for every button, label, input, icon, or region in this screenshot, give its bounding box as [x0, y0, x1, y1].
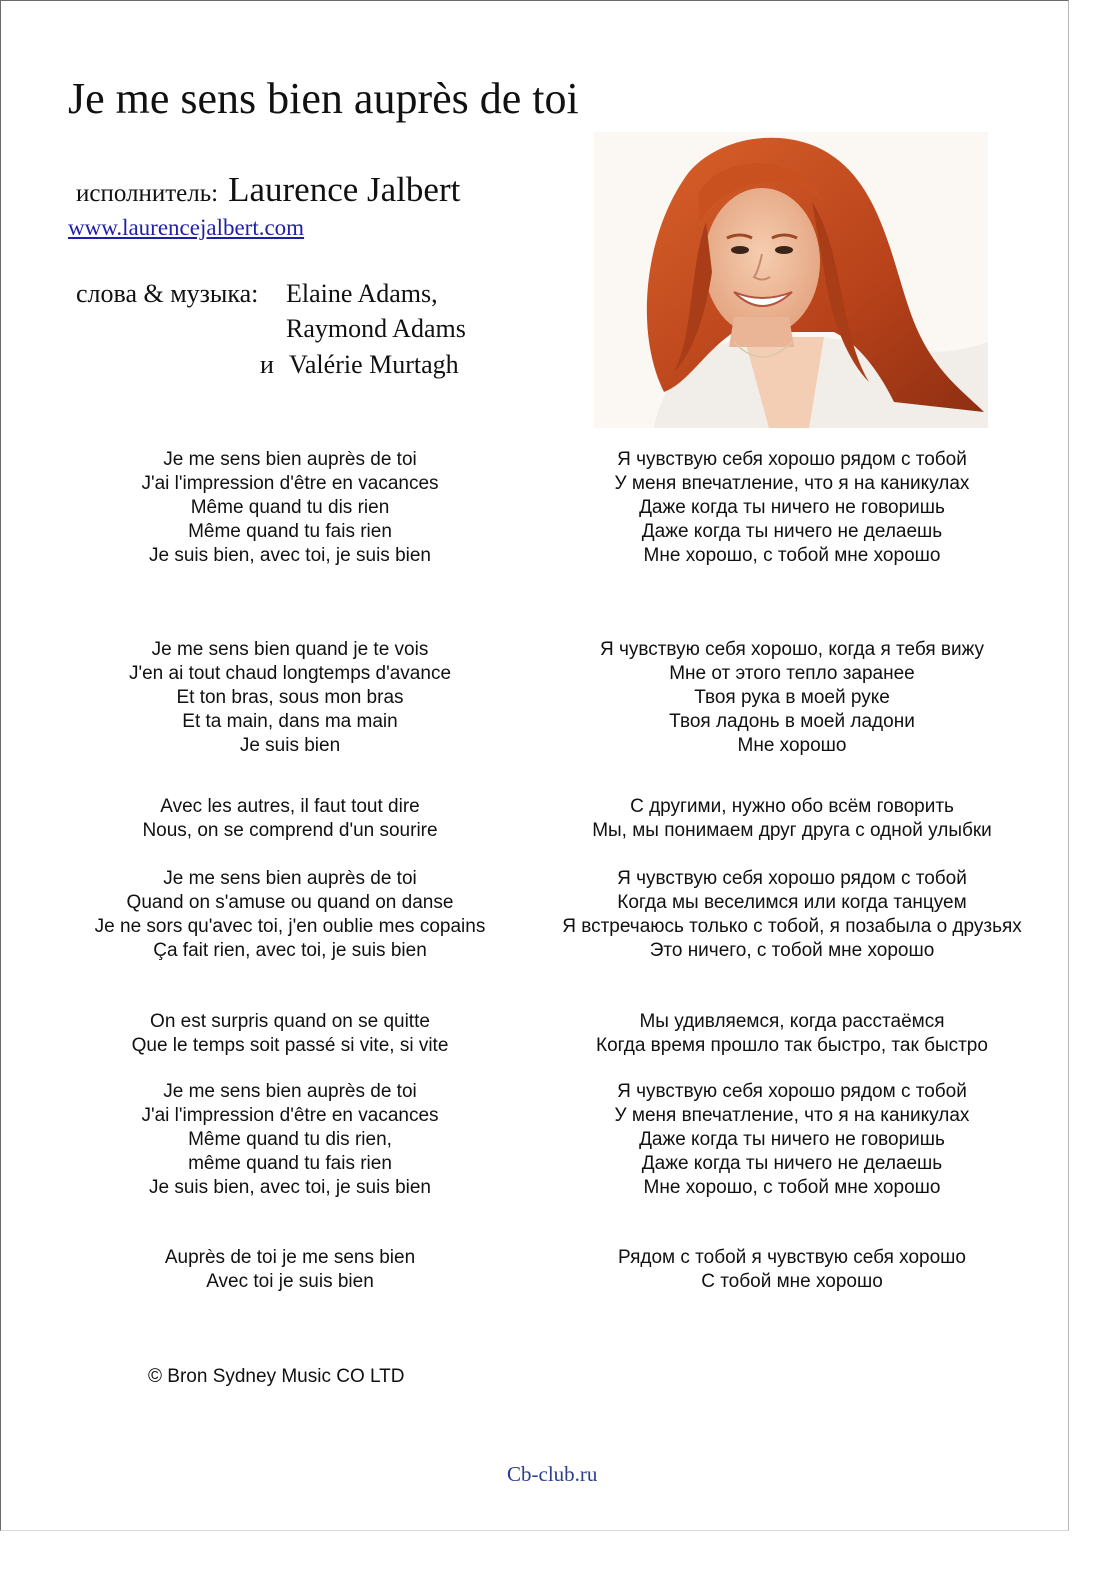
lyric-line: Даже когда ты ничего не делаешь: [641, 1153, 943, 1174]
lyric-line: Ça fait rien, avec toi, je suis bien: [153, 940, 427, 961]
artist-portrait-illustration: [594, 132, 988, 428]
copyright-notice: © Bron Sydney Music CO LTD: [148, 1366, 405, 1387]
stanza-2-russian: [522, 638, 1062, 758]
author-2: Raymond Adams: [286, 314, 466, 343]
stanza-4-russian: [522, 867, 1062, 963]
stanza-5-russian: [522, 1010, 1062, 1058]
stanza-3-russian: [522, 795, 1062, 843]
lyric-line: Auprès de toi je me sens bien: [164, 1247, 416, 1268]
lyric-line: Даже когда ты ничего не говоришь: [639, 1129, 945, 1150]
stanza-1-french: [70, 448, 510, 568]
lyric-line: Твоя ладонь в моей ладони: [669, 711, 915, 732]
lyric-line: Даже когда ты ничего не делаешь: [641, 521, 943, 542]
credits-label: слова & музыка:: [76, 279, 259, 308]
lyric-line: Мы удивляемся, когда расстаёмся: [639, 1011, 945, 1032]
lyric-line: Avec toi je suis bien: [206, 1271, 374, 1292]
lyric-line: J'ai l'impression d'être en vacances: [141, 1105, 439, 1126]
lyric-line: Мы, мы понимаем друг друга с одной улыбки: [592, 820, 992, 841]
lyric-line: Et ton bras, sous mon bras: [176, 687, 404, 708]
lyric-line: Je suis bien, avec toi, je suis bien: [149, 1177, 431, 1198]
lyric-line: Я чувствую себя хорошо, когда я тебя вижу: [599, 639, 985, 660]
lyric-line: У меня впечатление, что я на каникулах: [614, 473, 970, 494]
page-title: Je me sens bien auprès de toi: [68, 74, 579, 123]
lyric-line: Je me sens bien auprès de toi: [163, 449, 417, 470]
performer-label: исполнитель:: [76, 180, 219, 207]
lyric-line: С тобой мне хорошо: [701, 1271, 883, 1292]
lyric-line: Мне хорошо: [737, 735, 847, 756]
stanza-4-french: [70, 867, 510, 963]
lyric-line: Мне хорошо, с тобой мне хорошо: [643, 545, 941, 566]
lyric-line: Когда мы веселимся или когда танцуем: [617, 892, 967, 913]
lyric-line: Я чувствую себя хорошо рядом с тобой: [617, 1081, 967, 1102]
lyric-line: Твоя рука в моей руке: [694, 687, 890, 708]
stanza-7-french: [70, 1246, 510, 1294]
lyric-line: Je suis bien, avec toi, je suis bien: [149, 545, 431, 566]
lyric-line: Je ne sors qu'avec toi, j'en oublie mes copains: [94, 916, 486, 937]
stanza-7-russian: [522, 1246, 1062, 1294]
lyric-line: On est surpris quand on se quitte: [150, 1011, 430, 1032]
lyric-line: Et ta main, dans ma main: [182, 711, 398, 732]
lyric-line: Это ничего, с тобой мне хорошо: [649, 940, 935, 961]
stanza-3-french: [70, 795, 510, 843]
lyric-line: У меня впечатление, что я на каникулах: [614, 1105, 970, 1126]
stanza-2-french: [70, 638, 510, 758]
lyric-line: Quand on s'amuse ou quand on danse: [126, 892, 454, 913]
lyric-line: Je suis bien: [239, 735, 341, 756]
lyric-line: J'en ai tout chaud longtemps d'avance: [128, 663, 452, 684]
lyric-line: Даже когда ты ничего не говоришь: [639, 497, 945, 518]
lyric-line: С другими, нужно обо всём говорить: [630, 796, 954, 817]
website-link[interactable]: www.laurencejalbert.com: [68, 215, 305, 240]
lyric-line: Я чувствую себя хорошо рядом с тобой: [617, 449, 967, 470]
lyric-line: Мне от этого тепло заранее: [669, 663, 915, 684]
lyric-line: Je me sens bien auprès de toi: [163, 868, 417, 889]
footer-site: Cb-club.ru: [507, 1462, 598, 1486]
stanza-6-french: [70, 1080, 510, 1200]
lyric-line: Même quand tu dis rien: [190, 497, 390, 518]
stanza-6-russian: [522, 1080, 1062, 1200]
performer-line: [76, 170, 460, 210]
author-3: Valérie Murtagh: [289, 350, 459, 379]
performer-name: Laurence Jalbert: [228, 170, 461, 209]
lyric-line: Que le temps soit passé si vite, si vite: [131, 1035, 449, 1056]
author-1: Elaine Adams,: [286, 279, 438, 308]
lyric-line: Je me sens bien quand je te vois: [151, 639, 429, 660]
artist-photo: [594, 132, 988, 428]
lyric-line: Я встречаюсь только с тобой, я позабыла о друзьях: [562, 916, 1022, 937]
lyric-line: Рядом с тобой я чувствую себя хорошо: [618, 1247, 966, 1268]
lyric-line: même quand tu fais rien: [188, 1153, 392, 1174]
lyric-line: Когда время прошло так быстро, так быстро: [596, 1035, 988, 1056]
lyric-line: Même quand tu dis rien,: [188, 1129, 392, 1150]
lyric-line: J'ai l'impression d'être en vacances: [141, 473, 439, 494]
lyric-line: Мне хорошо, с тобой мне хорошо: [643, 1177, 941, 1198]
lyric-line: Je me sens bien auprès de toi: [163, 1081, 417, 1102]
lyric-line: Я чувствую себя хорошо рядом с тобой: [617, 868, 967, 889]
lyric-line: Nous, on se comprend d'un sourire: [142, 820, 438, 841]
credits-conjunction: и: [260, 350, 274, 379]
stanza-5-french: [70, 1010, 510, 1058]
lyric-line: Même quand tu fais rien: [188, 521, 392, 542]
stanza-1-russian: [522, 448, 1062, 568]
lyric-line: Avec les autres, il faut tout dire: [160, 796, 420, 817]
